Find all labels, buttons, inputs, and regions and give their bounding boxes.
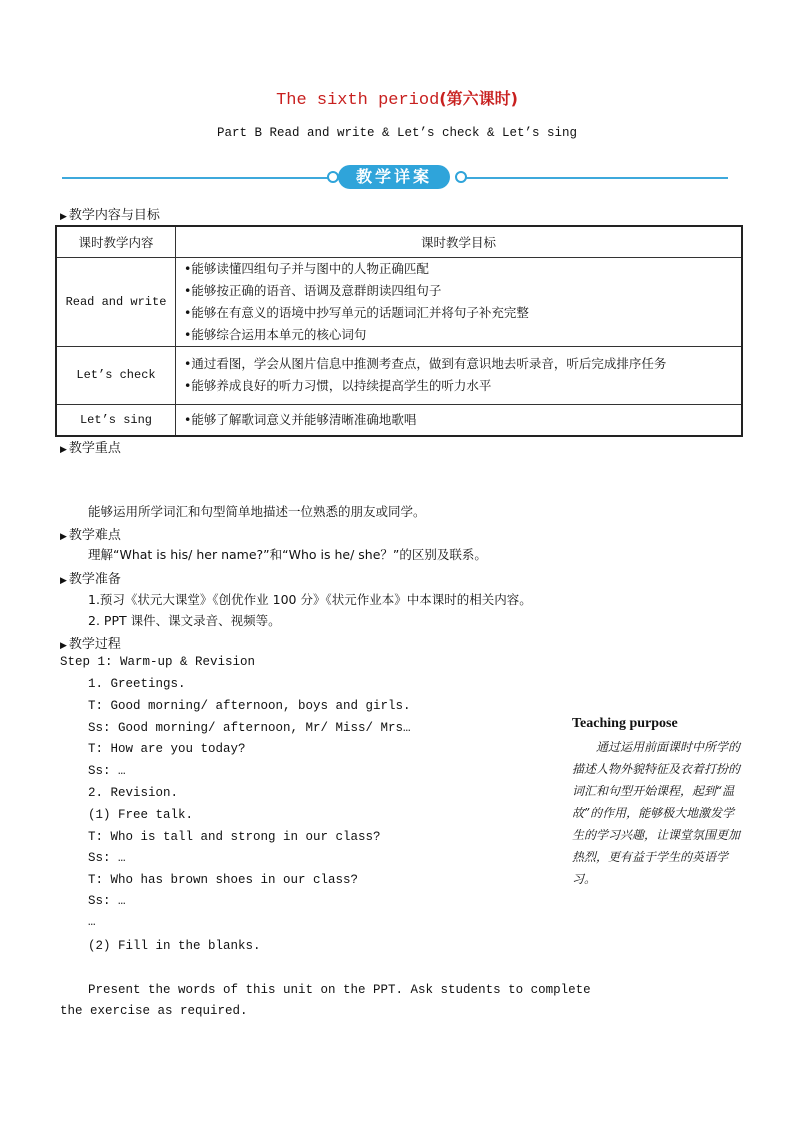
teaching-purpose-title: Teaching purpose [572,716,678,731]
dialogue-line: T: Good morning/ afternoon, boys and girls. [88,699,411,713]
dialogue-line: Ss: Good morning/ afternoon, Mr/ Miss/ Mrs… [88,721,411,735]
present-line: the exercise as required. [60,1004,248,1018]
goal-line: •能够养成良好的听力习惯，以持续提高学生的听力水平 [184,378,492,393]
banner-dot-right [455,171,467,183]
dialogue-line: Ss: … [88,894,126,908]
goal-line: •能够在有意义的语境中抄写单元的话题词汇并将句子补充完整 [184,304,529,320]
table-row-item: Let’s check [56,346,176,404]
banner-line-left [62,177,332,179]
table-header-goals: 课时教学目标 [176,226,743,257]
section-heading-difficulties: ▶ 教学难点 [60,528,121,543]
goals-table [55,225,743,437]
goal-line: •能够按正确的语音、语调及意群朗读四组句子 [184,282,442,298]
goal-line: •能够综合运用本单元的核心词句 [184,326,367,342]
table-header-row [56,226,742,257]
triangle-bullet-icon: ▶ [60,641,67,651]
dialogue-line: Ss: … [88,764,126,778]
triangle-bullet-icon: ▶ [60,532,67,542]
step-heading: Step 1: Warm-up & Revision [60,655,256,669]
table-row-goals [176,346,743,404]
dialogue-line: … [88,915,96,929]
section-heading-preparation: ▶ 教学准备 [60,572,121,587]
key-points-text: 能够运用所学词汇和句型简单地描述一位熟悉的朋友或同学。 [88,504,426,519]
section-heading-process: ▶ 教学过程 [60,637,121,652]
page-subtitle: Part B Read and write & Let’s check & Let’s sing [216,126,578,140]
table-row [56,346,742,404]
dialogue-line: T: How are you today? [88,742,246,756]
table-row-goals [176,257,743,346]
table-row-item: Let’s sing [56,404,176,436]
title-cn: (第六课时) [439,89,518,108]
table-row-goals [176,404,743,436]
dialogue-line: 1. Greetings. [88,677,186,691]
section-heading-content-goals: ▶ 教学内容与目标 [60,208,160,223]
difficulties-text: 理解“What is his/ her name?”和“Who is he/ she？”的区别及联系。 [88,547,487,562]
triangle-bullet-icon: ▶ [60,212,67,222]
dialogue-line: 2. Revision. [88,786,179,800]
dialogue-line: (2) Fill in the blanks. [88,939,261,953]
table-header-content: 课时教学内容 [56,226,176,257]
dialogue-line: T: Who is tall and strong in our class? [88,830,381,844]
preparation-item: 2. PPT 课件、课文录音、视频等。 [88,613,281,628]
goal-line: •能够了解歌词意义并能够清晰准确地歌唱 [184,411,417,427]
goal-line: •通过看图，学会从图片信息中推测考查点，做到有意识地去听录音，听后完成排序任务 [184,356,667,371]
title-en: The sixth period [276,91,440,110]
table-row-item: Read and write [56,257,176,346]
page-title [0,86,794,110]
triangle-bullet-icon: ▶ [60,445,67,455]
teaching-purpose-body: 通过运用前面课时中所学的描述人物外貌特征及衣着打扮的词汇和句型开始课程，起到“温故”的作用，能够极大地激发学生的学习兴趣，让课堂氛围更加热烈，更有益于学生的英语学习。 [572,740,741,886]
present-line: Present the words of this unit on the PPT. Ask students to complete [88,983,591,997]
dialogue-line: Ss: … [88,851,126,865]
triangle-bullet-icon: ▶ [60,576,67,586]
dialogue-line: T: Who has brown shoes in our class? [88,873,359,887]
dialogue-line: (1) Free talk. [88,808,194,822]
section-banner: 教学详案 [338,165,450,189]
table-row [56,257,742,346]
section-heading-key-points: ▶ 教学重点 [60,441,121,456]
goal-line: •能够读懂四组句子并与图中的人物正确匹配 [184,260,429,276]
preparation-item: 1.预习《状元大课堂》《创优作业 100 分》《状元作业本》中本课时的相关内容。 [88,592,532,607]
banner-line-right [462,177,728,179]
table-row [56,404,742,436]
